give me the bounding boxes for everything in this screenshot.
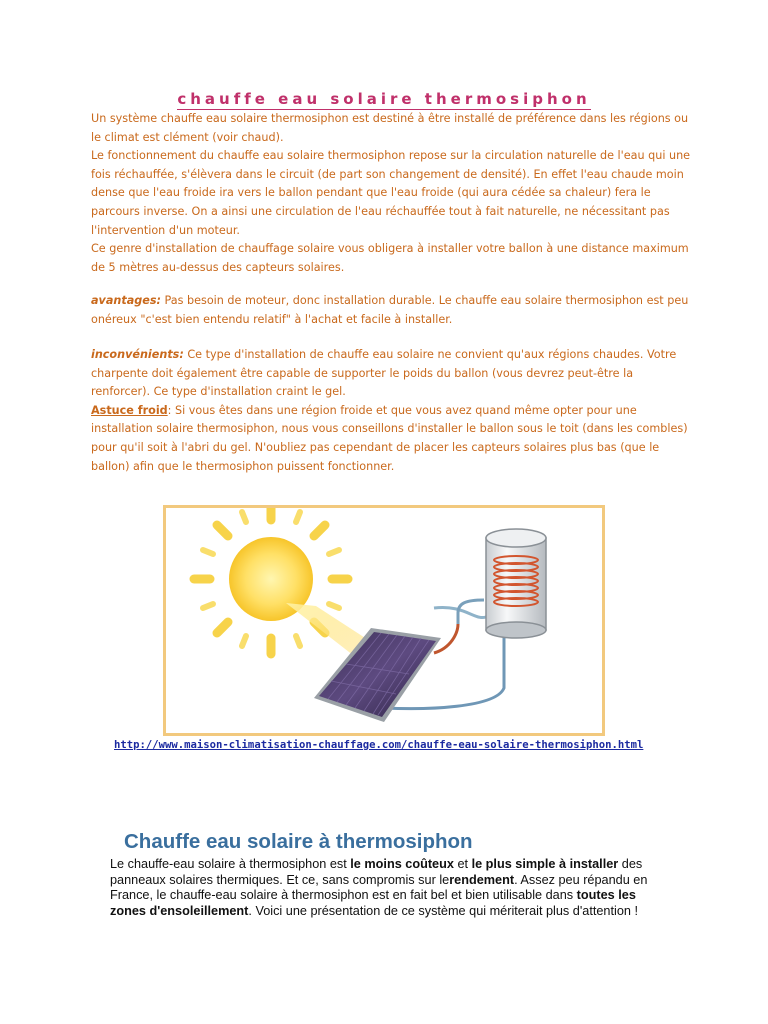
bold-rendement: rendement xyxy=(449,872,515,887)
intro-paragraph-1: Un système chauffe eau solaire thermosiphon est destiné à être installé de préférence dans les régions ou le climat est clément (voir chaud). xyxy=(91,112,689,144)
intro-text xyxy=(91,110,691,277)
water-tank xyxy=(486,529,546,638)
bold-moins-couteux: le moins coûteux xyxy=(350,857,454,871)
avantages-text: Pas besoin de moteur, donc installation durable. Le chauffe eau solaire thermosiphon est peu onéreux "c'est bien entendu relatif" à l'achat et facile à installer. xyxy=(91,294,689,326)
thermosiphon-illustration xyxy=(163,505,605,736)
section-heading: Chauffe eau solaire à thermosiphon xyxy=(124,830,473,853)
source-link[interactable]: http://www.maison-climatisation-chauffage.com/chauffe-eau-solaire-thermosiphon.html xyxy=(114,739,644,751)
inconvenients-paragraph xyxy=(91,346,691,476)
section-intro: Le chauffe-eau solaire à thermosiphon est le moins coûteux et le plus simple à installer des panneaux solaires thermiques. Et ce, sans compromis sur lerendement. Assez peu répandu en France, le chauffe-eau solaire à thermosiphon est en fait bel et bien utilisable dans toutes les zones d'ensoleillement. Voici une présentation de ce système qui mériterait plus d'attention ! xyxy=(110,857,648,918)
bold-zones: toutes les zones d'ensoleillement xyxy=(110,888,636,918)
avantages-label: avantages: xyxy=(91,294,161,307)
avantages-paragraph xyxy=(91,292,691,329)
inconvenients-label: inconvénients: xyxy=(91,348,184,361)
intro-paragraph-2: Le fonctionnement du chauffe eau solaire thermosiphon repose sur la circulation naturelle de l'eau qui une fois réchauffée, s'élèvera dans le circuit (de part son changement de densité). En effet l'eau chaude moin dense que l'eau froide ira vers le ballon pendant que l'eau froide (qui aura cédée sa chaleur) fera le parcours inverse. On a ainsi une circulation de l'eau réchauffée tout à fait naturelle, ne nécessitant pas l'intervention d'un moteur. xyxy=(91,149,691,237)
page-title: chauffe eau solaire thermosiphon xyxy=(177,90,591,108)
astuce-text: : Si vous êtes dans une région froide et que vous avez quand même opter pour une installation solaire thermosiphon, nous vous conseillons d'installer le ballon sous le toit (dans les combles) pour qu'il soit à l'abri du gel. N'oubliez pas cependant de placer les capteurs solaires plus bas (que le ballon) afin que le thermosiphon puissent fonctionner. xyxy=(91,403,688,473)
astuce-label: Astuce froid xyxy=(91,403,168,417)
intro-paragraph-3: Ce genre d'installation de chauffage solaire vous obligera à installer votre ballon à une distance maximum de 5 mètres au-dessus des capteurs solaires. xyxy=(91,242,689,274)
inconvenients-text: Ce type d'installation de chauffe eau solaire ne convient qu'aux régions chaudes. Votre charpente doit également être capable de supporter le poids du ballon (vous devrez peut-être la renforcer). Ce type d'installation craint le gel. xyxy=(91,348,677,399)
thermosiphon-diagram xyxy=(166,508,602,733)
bold-plus-simple: le plus simple à installer xyxy=(471,857,619,871)
